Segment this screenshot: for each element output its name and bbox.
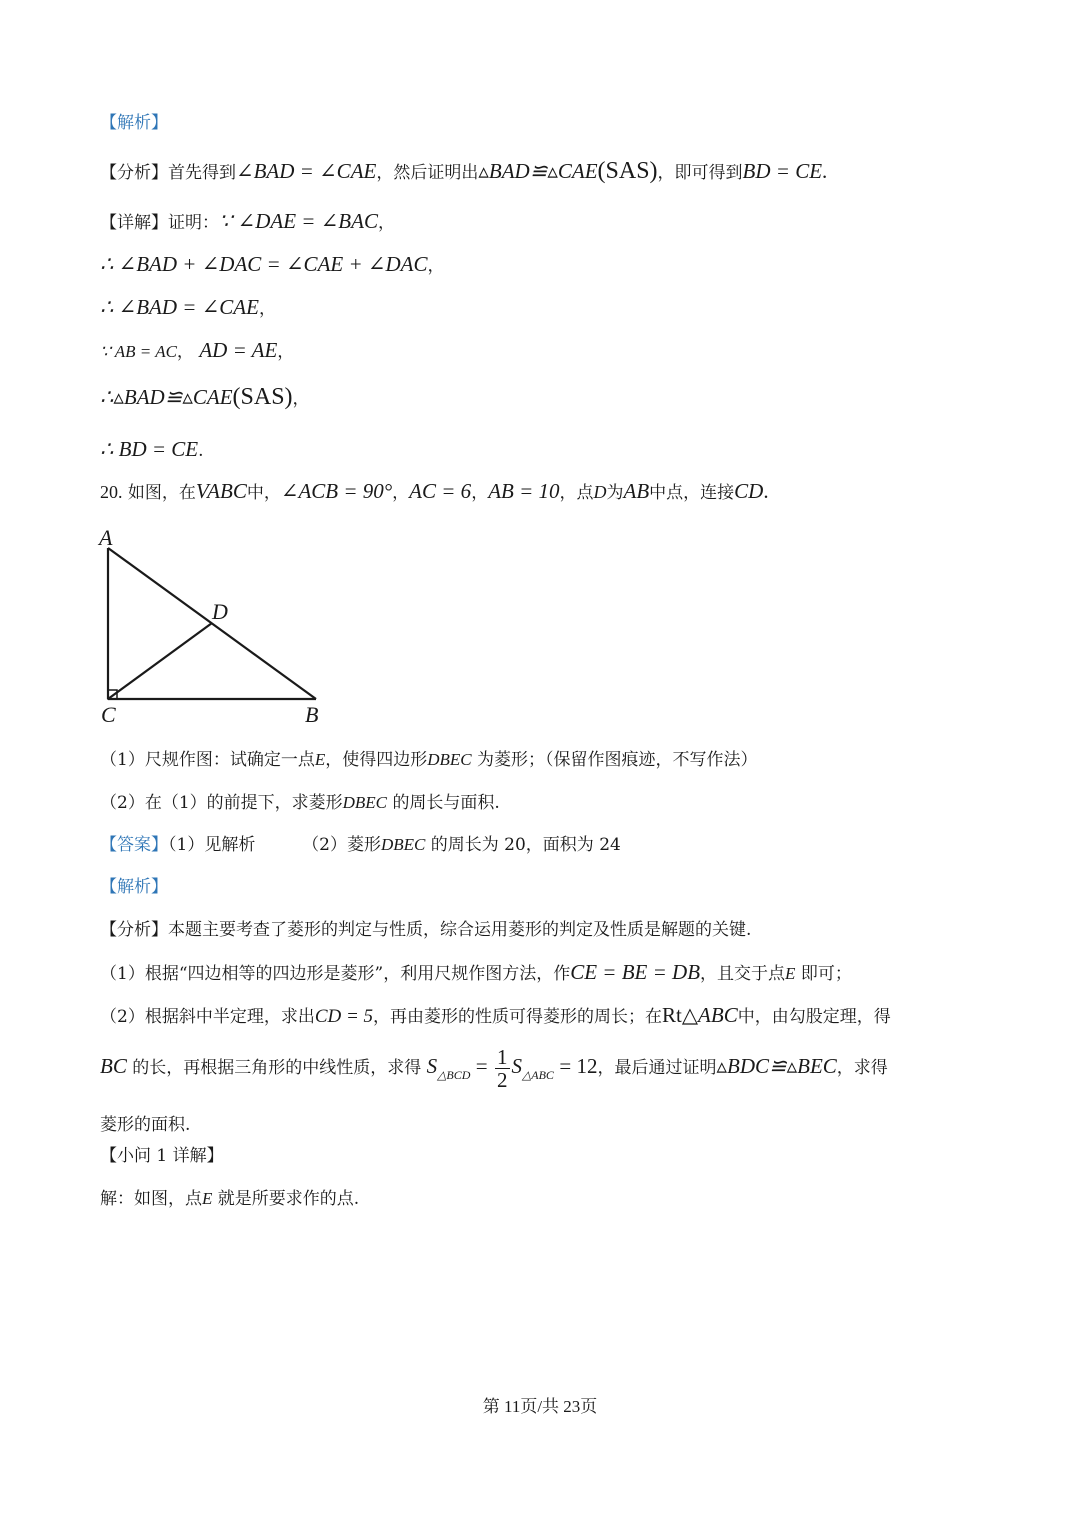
text: （2）在（1）的前提下，求菱形 xyxy=(100,793,343,813)
analysis-line xyxy=(100,917,751,943)
analysis-label: 【分析】 xyxy=(100,920,168,940)
math: BD = CE xyxy=(742,159,823,183)
answer-part-2: 的周长为 20，面积为 24 xyxy=(430,835,621,855)
text: ， xyxy=(277,342,295,362)
math: AB = 10 xyxy=(488,479,560,503)
text: 的周长与面积. xyxy=(392,793,500,813)
math: ▵BAD≌▵CAE xyxy=(478,159,598,183)
text: ， xyxy=(292,389,310,409)
text: ，使得四边形 xyxy=(325,750,428,770)
math: ▵BDC≌▵BEC xyxy=(716,1054,837,1078)
text: 中， xyxy=(246,483,281,503)
text: （2）菱形 xyxy=(302,835,381,855)
text: 即可； xyxy=(800,964,852,984)
math: (SAS) xyxy=(597,158,658,184)
math: ∵ ∠DAE = ∠BAC xyxy=(219,209,378,233)
math: E xyxy=(314,750,326,769)
text: （2）根据斜中半定理，求出 xyxy=(100,1007,315,1027)
math: CE = BE = DB xyxy=(570,960,701,984)
denominator: 2 xyxy=(497,1068,508,1092)
math: CD xyxy=(734,479,764,503)
math: ∴▵BAD≌▵CAE xyxy=(100,385,233,409)
math: = 12 xyxy=(559,1054,598,1078)
math: D xyxy=(593,482,607,502)
math: ABC xyxy=(698,1003,738,1027)
text: 中，由勾股定理，得 xyxy=(737,1007,891,1027)
text: ， xyxy=(471,483,489,503)
math: = xyxy=(475,1054,488,1078)
math: AD = AE xyxy=(199,338,278,362)
subscript: △BCD xyxy=(437,1068,471,1082)
text: ，且交于点 xyxy=(700,964,786,984)
jiexi-label-1: 【解析】 xyxy=(100,113,168,133)
text: ， xyxy=(176,342,194,362)
analysis-p4: 菱形的面积. xyxy=(100,1115,191,1135)
math: VABC xyxy=(195,479,247,503)
text: 中点，连接 xyxy=(649,483,735,503)
text: ， xyxy=(427,256,445,276)
text: ，即可得到 xyxy=(657,163,743,183)
math: S xyxy=(426,1054,438,1078)
math: E xyxy=(785,964,796,983)
text: （1）根据“四边相等的四边形是菱形”，利用尺规作图方法，作 xyxy=(100,964,571,984)
text: 的长，再根据三角形的中线性质，求得 xyxy=(132,1058,422,1078)
math: AB xyxy=(623,479,650,503)
math: ∵ AB = AC xyxy=(100,342,177,361)
jiexi-label-2: 【解析】 xyxy=(100,877,168,897)
text: 就是所要求作的点. xyxy=(217,1189,360,1209)
analysis-p3 xyxy=(100,1046,888,1091)
text: 如图，在 xyxy=(127,483,196,503)
label-c: C xyxy=(101,702,116,727)
math: E xyxy=(202,1189,213,1208)
text: ，再由菱形的性质可得菱形的周长；在 xyxy=(373,1007,663,1027)
math: DBEC xyxy=(380,835,426,854)
text: 为菱形；（保留作图痕迹，不写作法） xyxy=(477,750,758,770)
analysis-label: 【分析】 xyxy=(100,163,168,183)
label-a: A xyxy=(99,525,113,550)
math: DBEC xyxy=(342,793,388,812)
text: ，最后通过证明 xyxy=(597,1058,717,1078)
text: 证明： xyxy=(168,213,219,233)
text: ，求得 xyxy=(836,1058,888,1078)
small-question-1-label: 【小问 1 详解】 xyxy=(100,1146,224,1166)
math: ∴ BD = CE xyxy=(100,437,199,461)
small-question-1-text xyxy=(100,1186,359,1212)
detail-label: 【详解】 xyxy=(100,213,168,233)
text: . xyxy=(763,479,769,503)
question-number: 20. xyxy=(100,482,123,502)
text: 本题主要考查了菱形的判定与性质，综合运用菱形的判定及性质是解题的关键. xyxy=(168,920,752,940)
answer-line xyxy=(100,832,621,858)
math: CD = 5 xyxy=(314,1006,374,1027)
text: 解：如图，点 xyxy=(100,1189,202,1209)
segment-cd xyxy=(108,623,212,699)
math: ∠ACB = 90° xyxy=(280,479,393,503)
math: BC xyxy=(100,1054,127,1078)
text: ， xyxy=(392,483,410,503)
math: S xyxy=(511,1054,523,1078)
answer-label: 【答案】 xyxy=(100,835,168,855)
math: DBEC xyxy=(427,750,472,769)
answer-part-1: （1）见解析 xyxy=(168,835,256,855)
text: ， xyxy=(258,299,276,319)
subscript: △ABC xyxy=(522,1068,554,1082)
text: . xyxy=(822,159,828,183)
math: Rt△ xyxy=(662,1003,699,1027)
math: ∴ ∠BAD = ∠CAE xyxy=(100,295,259,319)
label-d: D xyxy=(212,599,228,624)
label-b: B xyxy=(305,702,319,727)
math: ∴ ∠BAD + ∠DAC = ∠CAE + ∠DAC xyxy=(100,252,428,276)
math: ∠BAD = ∠CAE xyxy=(236,159,377,183)
text: 为 xyxy=(606,483,624,503)
sub-question-2 xyxy=(100,790,500,816)
text: ，然后证明出 xyxy=(376,163,479,183)
analysis-p1 xyxy=(100,959,852,987)
text: . xyxy=(198,441,204,461)
sub-question-1 xyxy=(100,747,758,773)
text: 首先得到 xyxy=(168,163,236,183)
text: ， xyxy=(377,213,395,233)
math: (SAS) xyxy=(232,384,293,410)
page-footer: 第 11页/共 23页 xyxy=(482,1397,598,1416)
analysis-p2 xyxy=(100,1002,891,1030)
math: AC = 6 xyxy=(409,479,472,503)
fraction-one-half xyxy=(495,1046,510,1091)
text: （1）尺规作图：试确定一点 xyxy=(100,750,315,770)
numerator: 1 xyxy=(497,1045,508,1069)
triangle-figure xyxy=(0,0,400,740)
text: ，点 xyxy=(559,483,594,503)
